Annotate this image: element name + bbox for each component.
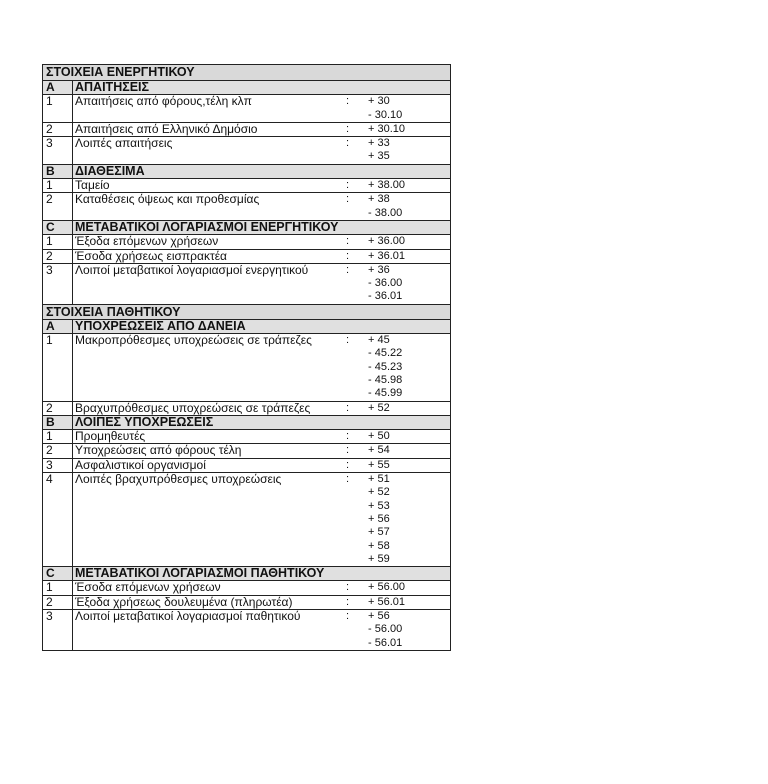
account-code: + 53 (368, 499, 390, 512)
table-row (43, 234, 450, 248)
table-row (43, 94, 450, 122)
row-label: Καταθέσεις όψεως και προθεσμίας (75, 192, 260, 207)
row-separator: : (346, 122, 350, 135)
account-code: - 30.10 (368, 108, 403, 121)
account-code: - 45.98 (368, 373, 403, 386)
row-number: 2 (43, 193, 73, 220)
row-label: Απαιτήσεις από Ελληνικό Δημόσιο (75, 121, 258, 136)
account-codes (368, 250, 450, 263)
account-code: - 45.23 (368, 360, 403, 373)
row-number: 2 (43, 402, 73, 415)
account-codes (368, 334, 450, 400)
row-separator: : (346, 609, 350, 622)
account-code: + 35 (368, 150, 390, 163)
row-separator: : (346, 95, 350, 108)
section-letter: A (43, 320, 73, 333)
account-code: - 36.01 (368, 290, 403, 303)
row-separator: : (346, 137, 350, 150)
section-header (43, 80, 450, 94)
table-row (43, 595, 450, 609)
account-codes (368, 402, 450, 415)
account-code: + 36.01 (368, 249, 406, 262)
table-row (43, 472, 450, 566)
section-title: ΜΕΤΑΒΑΤΙΚΟΙ ΛΟΓΑΡΙΑΣΜΟΙ ΕΝΕΡΓΗΤΙΚΟΥ (75, 219, 339, 234)
account-codes (368, 193, 450, 220)
account-codes (368, 596, 450, 609)
table-title: ΣΤΟΙΧΕΙΑ ΠΑΘΗΤΙΚΟΥ (43, 304, 450, 319)
account-code: + 51 (368, 473, 390, 486)
account-codes (368, 95, 450, 122)
account-code: + 33 (368, 137, 390, 150)
table-title: ΣΤΟΙΧΕΙΑ ΕΝΕΡΓΗΤΙΚΟΥ (43, 65, 450, 80)
row-number: 3 (43, 264, 73, 304)
account-code: + 56 (368, 512, 390, 525)
row-number: 1 (43, 179, 73, 192)
account-codes (368, 581, 450, 594)
account-code: + 45 (368, 334, 390, 347)
section-title: ΥΠΟΧΡΕΩΣΕΙΣ ΑΠΟ ΔΑΝΕΙΑ (75, 318, 246, 333)
section-header (43, 566, 450, 580)
account-codes (368, 473, 450, 566)
row-label: Απαιτήσεις από φόρους,τέλη κλπ (75, 94, 252, 109)
section-header (43, 164, 450, 178)
accounts-table (42, 64, 451, 651)
row-label: Λοιπές βραχυπρόθεσμες υποχρεώσεις (75, 472, 282, 487)
row-label: Μακροπρόθεσμες υποχρεώσεις σε τράπεζες (75, 333, 312, 348)
row-number: 1 (43, 334, 73, 400)
row-number: 1 (43, 95, 73, 122)
account-codes (368, 444, 450, 457)
row-separator: : (346, 430, 350, 443)
section-title: ΛΟΙΠΕΣ ΥΠΟΧΡΕΩΣΕΙΣ (75, 414, 214, 429)
row-label: Λοιποί μεταβατικοί λογαριασμοί ενεργητικού (75, 262, 309, 277)
row-number: 3 (43, 610, 73, 650)
account-code: + 56.01 (368, 595, 406, 608)
row-number: 4 (43, 473, 73, 566)
section-letter: B (43, 416, 73, 429)
table-row (43, 333, 450, 400)
row-number: 2 (43, 123, 73, 136)
row-number: 2 (43, 596, 73, 609)
row-label: Έξοδα χρήσεως δουλευμένα (πληρωτέα) (75, 594, 293, 609)
account-code: - 38.00 (368, 206, 403, 219)
table-row (43, 263, 450, 304)
section-letter: A (43, 81, 73, 94)
row-number: 2 (43, 250, 73, 263)
account-code: + 52 (368, 486, 390, 499)
account-code: + 52 (368, 401, 390, 414)
account-codes (368, 610, 450, 650)
section-letter: C (43, 567, 73, 580)
row-label: Έξοδα επόμενων χρήσεων (75, 234, 219, 249)
section-title: ΜΕΤΑΒΑΤΙΚΟΙ ΛΟΓΑΡΙΑΣΜΟΙ ΠΑΘΗΤΙΚΟΥ (75, 566, 325, 581)
table-row (43, 609, 450, 650)
row-separator: : (346, 458, 350, 471)
table-row (43, 580, 450, 594)
row-label: Λοιπές απαιτήσεις (75, 136, 173, 151)
row-separator: : (346, 473, 350, 486)
row-separator: : (346, 263, 350, 276)
section-header (43, 319, 450, 333)
table-row (43, 249, 450, 263)
table-row (43, 122, 450, 136)
account-code: + 58 (368, 539, 390, 552)
row-separator: : (346, 401, 350, 414)
row-label: Βραχυπρόθεσμες υποχρεώσεις σε τράπεζες (75, 400, 311, 415)
account-code: - 36.00 (368, 277, 403, 290)
account-code: + 55 (368, 458, 390, 471)
table-row (43, 429, 450, 443)
section-letter: C (43, 221, 73, 234)
account-code: + 30.10 (368, 122, 406, 135)
account-code: + 36 (368, 263, 390, 276)
account-code: + 38 (368, 193, 390, 206)
account-code: + 38.00 (368, 179, 406, 192)
row-number: 3 (43, 137, 73, 164)
account-codes (368, 123, 450, 136)
section-header (43, 415, 450, 429)
account-codes (368, 459, 450, 472)
row-number: 1 (43, 430, 73, 443)
row-label: Ασφαλιστικοί οργανισμοί (75, 457, 206, 472)
table-row (43, 443, 450, 457)
row-separator: : (346, 581, 350, 594)
account-codes (368, 235, 450, 248)
section-header (43, 220, 450, 234)
row-separator: : (346, 595, 350, 608)
table-row (43, 192, 450, 220)
account-code: + 57 (368, 526, 390, 539)
row-label: Υποχρεώσεις από φόρους τέλη (75, 443, 242, 458)
table-row (43, 136, 450, 164)
row-separator: : (346, 444, 350, 457)
table-row (43, 401, 450, 415)
row-separator: : (346, 334, 350, 347)
account-code: - 56.00 (368, 623, 403, 636)
account-codes (368, 179, 450, 192)
account-codes (368, 430, 450, 443)
account-code: + 59 (368, 552, 390, 565)
row-separator: : (346, 249, 350, 262)
section-letter: B (43, 165, 73, 178)
account-code: + 54 (368, 444, 390, 457)
section-title: ΔΙΑΘΕΣΙΜΑ (75, 163, 145, 178)
row-label: Έσοδα επόμενων χρήσεων (75, 580, 221, 595)
row-label: Λοιποί μεταβατικοί λογαριασμοί παθητικού (75, 608, 301, 623)
account-code: + 30 (368, 95, 390, 108)
account-codes (368, 264, 450, 304)
table-row (43, 458, 450, 472)
row-number: 3 (43, 459, 73, 472)
row-number: 2 (43, 444, 73, 457)
account-code: - 56.01 (368, 636, 403, 649)
row-label: Έσοδα χρήσεως εισπρακτέα (75, 248, 227, 263)
row-separator: : (346, 179, 350, 192)
row-number: 1 (43, 235, 73, 248)
account-code: + 56 (368, 609, 390, 622)
section-title: ΑΠΑΙΤΗΣΕΙΣ (75, 80, 150, 94)
account-codes (368, 137, 450, 164)
row-separator: : (346, 193, 350, 206)
row-label: Προμηθευτές (75, 429, 146, 444)
row-number: 1 (43, 581, 73, 594)
account-code: + 36.00 (368, 235, 406, 248)
row-separator: : (346, 235, 350, 248)
account-code: - 45.99 (368, 387, 403, 400)
account-code: - 45.22 (368, 347, 403, 360)
account-code: + 56.00 (368, 581, 406, 594)
row-label: Ταμείο (75, 178, 110, 193)
account-code: + 50 (368, 430, 390, 443)
table-row (43, 178, 450, 192)
